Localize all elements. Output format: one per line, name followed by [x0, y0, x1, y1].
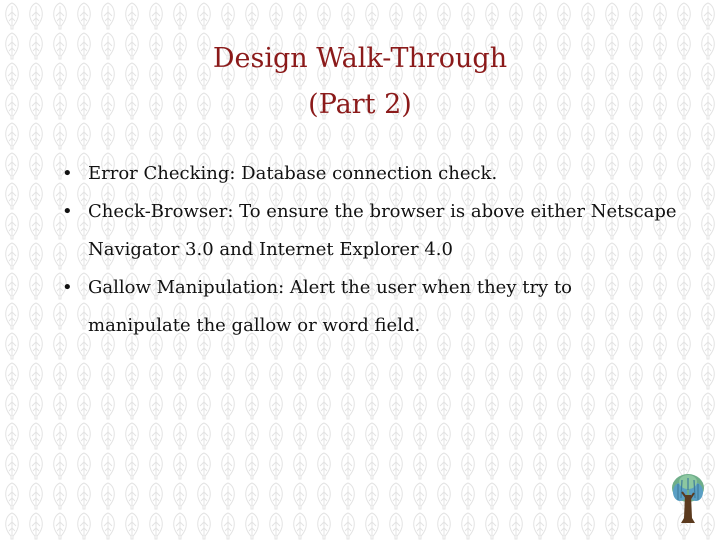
- bullet-item-check-browser: [60, 193, 680, 269]
- slide-title: [0, 36, 720, 128]
- bullet-icon: •: [62, 163, 73, 184]
- bullet-text: Error Checking: Database connection check.: [88, 163, 498, 184]
- bullet-text: Gallow Manipulation: Alert the user when they try to manipulate the gallow or word field.: [88, 277, 573, 336]
- title-line-1: Design Walk-Through: [212, 43, 508, 74]
- bullet-text: Check-Browser: To ensure the browser is above either Netscape Navigator 3.0 and Internet Explorer 4.0: [88, 201, 677, 260]
- bullet-item-error-checking: [60, 155, 680, 193]
- bullet-icon: •: [62, 201, 73, 222]
- bullet-icon: •: [62, 277, 73, 298]
- bullet-item-gallow-manipulation: [60, 269, 680, 345]
- tree-icon: [668, 470, 708, 525]
- bullet-list: [60, 155, 680, 345]
- title-line-2: (Part 2): [308, 89, 412, 120]
